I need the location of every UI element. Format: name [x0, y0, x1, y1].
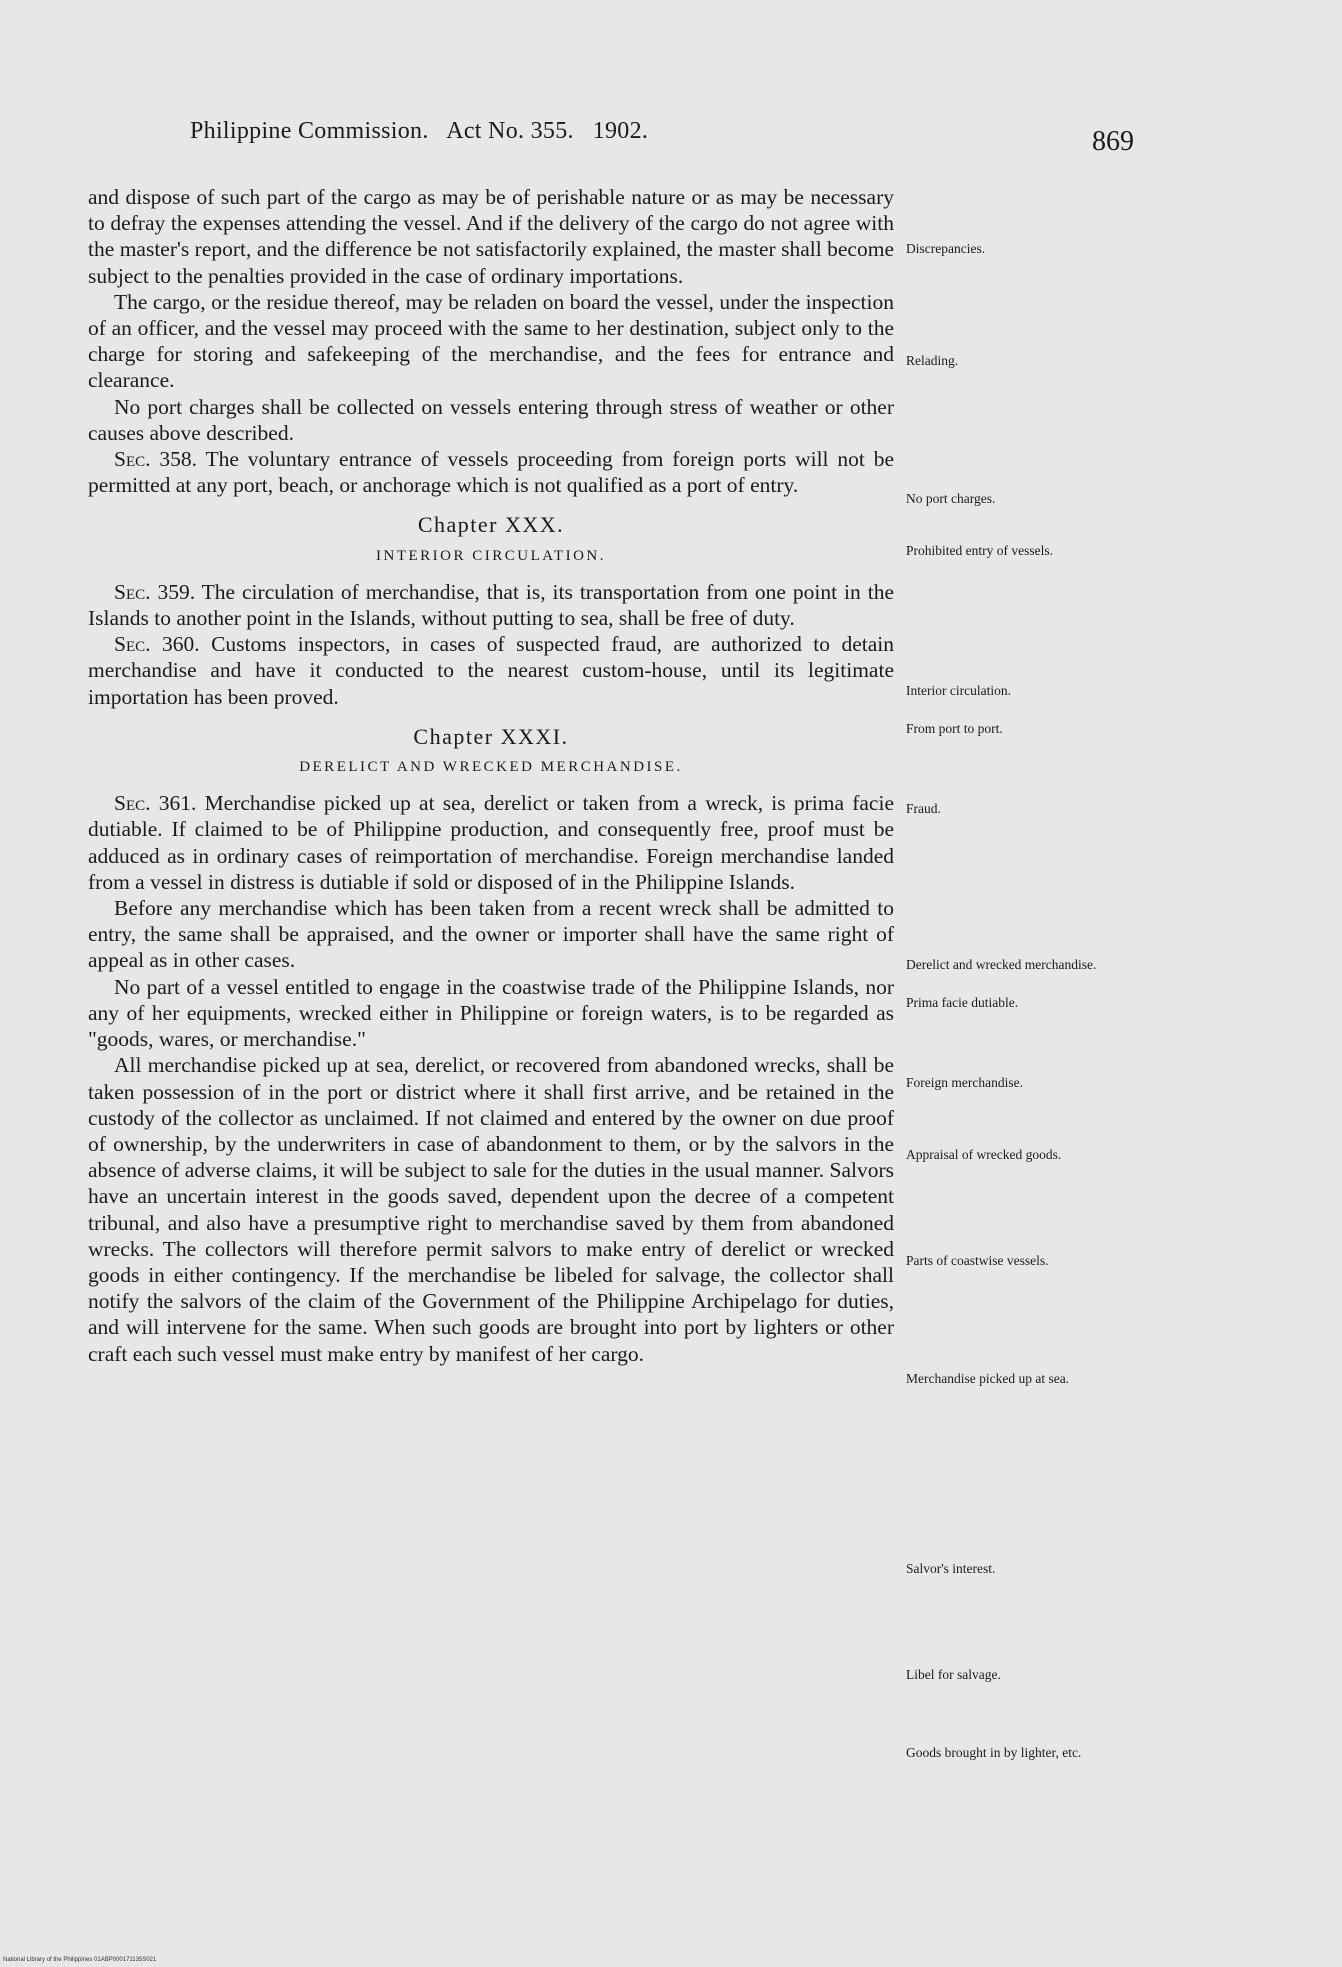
paragraph-appraisal: Before any merchandise which has been taken from a recent wreck shall be admitted to entry, the same shall be appraised, and the owner or importer shall have the same right of appeal as in other cases. [88, 896, 894, 973]
margin-note: From port to port. [906, 721, 1003, 736]
running-header [190, 118, 770, 145]
section-text: Customs inspectors, in cases of suspected fraud, are authorized to detain merchandise and have it conducted to the nearest custom-house, until its legitimate importation has been proved. [88, 632, 895, 709]
section-number: Sec. 359. [114, 579, 196, 604]
margin-note: Salvor's interest. [906, 1561, 996, 1576]
paragraph-picked-up-at-sea: All merchandise picked up at sea, derelict, or recovered from abandoned wrecks, shall be taken possession of in the port or district where it shall first arrive, and be retained in the custody of the collector as unclaimed. If not claimed and entered by the owner on due proof of ownership, by the underwriters in case of abandonment to them, or by the salvors in the absence of adverse claims, it will be subject to sale for the duties in the usual manner. Salvors have an uncertain interest in the goods saved, dependent upon the decree of a competent tribunal, and also have a presumptive right to merchandise saved by them from abandoned wrecks. The collectors will therefore permit salvors to make entry of derelict or wrecked goods in either contingency. If the merchandise be libeled for salvage, the collector shall notify the salvors of the claim of the Government of the Philippine Archipelago for duties, and will intervene for the same. When such goods are brought into port by lighters or other craft each such vessel must make entry by manifest of her cargo. [88, 1053, 894, 1366]
paragraph-no-port-charges: No port charges shall be collected on vessels entering through stress of weather or other causes above described. [88, 394, 894, 445]
margin-note: Goods brought in by lighter, etc. [906, 1745, 1082, 1760]
margin-note: Prohibited entry of vessels. [906, 543, 1053, 558]
margin-note: No port charges. [906, 491, 996, 506]
section-text: The circulation of merchandise, that is, its transportation from one point in the Islands to another point in the Islands, without putting to sea, shall be free of duty. [88, 579, 894, 631]
margin-note: Parts of coastwise vessels. [906, 1253, 1049, 1268]
margin-note: Fraud. [906, 801, 941, 816]
section-text: The voluntary entrance of vessels proceeding from foreign ports will not be permitted at any port, beach, or anchorage which is not qualified as a port of entry. [88, 447, 895, 498]
chapter-title: Chapter XXX. [417, 512, 565, 538]
paragraph-sec-360 [88, 631, 894, 710]
chapter-subtitle: INTERIOR CIRCULATION. [376, 547, 606, 564]
margin-note: Prima facie dutiable. [906, 995, 1019, 1010]
paragraph-sec-358 [88, 446, 894, 498]
chapter-subtitle: DERELICT AND WRECKED MERCHANDISE. [299, 759, 683, 776]
paragraph-relading: The cargo, or the residue thereof, may be reladen on board the vessel, under the inspection of an officer, and the vessel may proceed with the same to her destination, subject only to the charge for storing and safekeeping of the merchandise, and the fees for entrance and clearance. [88, 289, 894, 393]
margin-note: Derelict and wrecked merchandise. [906, 957, 1097, 972]
library-footer: National Library of the Philippines 01ABP000171135S021 [3, 1957, 157, 1963]
chapter-title: Chapter XXXI. [413, 723, 569, 749]
margin-note: Appraisal of wrecked goods. [906, 1147, 1062, 1162]
margin-note: Libel for salvage. [906, 1667, 1001, 1682]
paragraph-sec-359 [88, 579, 894, 631]
section-number: Sec. 360. [114, 632, 200, 657]
paragraph-sec-361 [88, 790, 894, 895]
margin-note: Relading. [906, 353, 959, 368]
margin-note: Discrepancies. [906, 241, 986, 256]
margin-note: Interior circulation. [906, 683, 1011, 698]
margin-note: Foreign merchandise. [906, 1075, 1023, 1090]
body-text [88, 184, 894, 1367]
margin-note: Merchandise picked up at sea. [906, 1371, 1070, 1386]
paragraph-coastwise: No part of a vessel entitled to engage in the coastwise trade of the Philippine Islands, nor any of her equipments, wrecked either in Philippine or foreign waters, is to be regarded as "goods, wares, or merchandise." [88, 974, 894, 1052]
running-title: Philippine Commission. Act No. 355. 1902. [190, 118, 649, 144]
section-number: Sec. 358. [114, 447, 197, 472]
paragraph-continued: and dispose of such part of the cargo as may be of perishable nature or as may be necessary to defray the expenses attending the vessel. And if the delivery of the cargo do not agree with the master's report, and the difference be not satisfactorily explained, the master shall become subject to the penalties provided in the case of ordinary importations. [88, 185, 894, 288]
page-number: 869 [1092, 126, 1134, 157]
section-number: Sec. 361. [114, 791, 197, 816]
section-text: Merchandise picked up at sea, derelict or taken from a wreck, is prima facie dutiable. If claimed to be of Philippine production, and consequently free, proof must be adduced as in ordinary cases of reimportation of merchandise. Foreign merchandise landed from a vessel in distress is dutiable if sold or disposed of in the Philippine Islands. [88, 791, 894, 894]
